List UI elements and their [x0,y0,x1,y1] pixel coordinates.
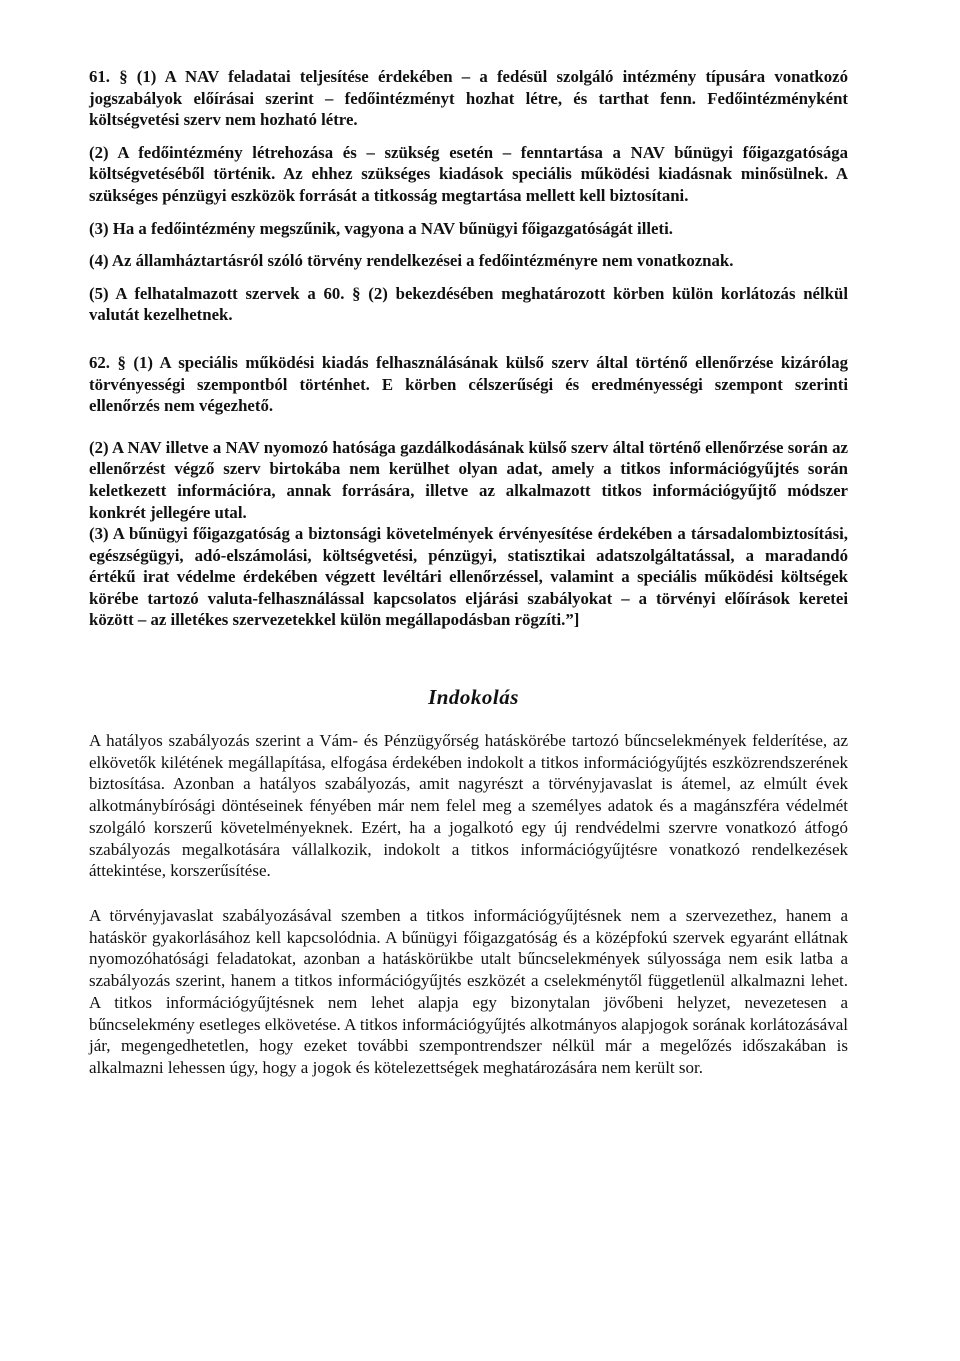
section-61-paragraph-2: (2) A fedőintézmény létrehozása és – szükség esetén – fenntartása a NAV bűnügyi főigazgatósága költségvetéséből történik. Az ehhez szükséges kiadások speciális működési kiadásnak minősülnek. A szükséges pénzügyi eszközök forrását a titkosság megtartása mellett kell biztosítani. [89,142,848,205]
section-61-paragraph-5: (5) A felhatalmazott szervek a 60. § (2) bekezdésében meghatározott körben külön korlátozás nélkül valutát kezelhetnek. [89,283,848,325]
section-61-paragraph-4: (4) Az államháztartásról szóló törvény rendelkezései a fedőintézményre nem vonatkoznak. [89,251,734,271]
section-62-paragraph-3: (3) A bűnügyi főigazgatóság a biztonsági követelmények érvényesítése érdekében a társadalombiztosítási, egészségügyi, adó-elszámolási, költségvetési, pénzügyi, statisztikai adatszolgáltatással, a maradandó értékű irat védelme érdekében végzett levéltári ellenőrzéssel, valamint a speciális működési költségek körébe tartozó valuta-felhasználással kapcsolatos eljárási szabályokat – a törvényi előírások keretei között – az illetékes szervezetekkel külön megállapodásban rögzíti.”] [89,524,848,630]
indokolas-title: Indokolás [428,685,519,710]
section-62-paragraph-2: (2) A NAV illetve a NAV nyomozó hatósága gazdálkodásának külső szerv által történő ellenőrzése során az ellenőrzést végző szerv birtokába nem kerülhet olyan adat, amely a titkos információgyűjtés során keletkezett információra, annak forrására, illetve az alkalmazott titkos információgyűjtő módszer konkrét jellegére utal. [89,437,848,522]
section-62-paragraph-1: 62. § (1) A speciális működési kiadás felhasználásának külső szerv által történő ellenőrzése kizárólag törvényességi szempontból történhet. E körben célszerűségi és eredményességi szempont szerinti ellenőrzés nem végezhető. [89,352,848,416]
section-61-paragraph-3: (3) Ha a fedőintézmény megszűnik, vagyona a NAV bűnügyi főigazgatóságát illeti. [89,218,673,238]
section-62 [89,352,848,631]
section-61-paragraph-1: 61. § (1) A NAV feladatai teljesítése érdekében – a fedésül szolgáló intézmény típusára vonatkozó jogszabályok előírásai szerint – fedőintézményt hozhat létre, és tarthat fenn. Fedőintézményként költségvetési szerv nem hozható létre. [89,67,848,130]
indokolas-paragraph-2: A törvényjavaslat szabályozásával szemben a titkos információgyűjtésnek nem a szervezethez, hanem a hatáskör gyakorlásához kell kapcsolódnia. A bűnügyi főigazgatóság és a középfokú szervek egyaránt ellátnak nyomozóhatósági feladatokat, azonban a hatáskörükbe utalt bűncselekmények súlyossága nem esik latba a szabályozás szerint, hanem a titkos információgyűjtés eszközét a cselekménytől függetlenül alkalmazni lehet. A titkos információgyűjtésnek nem lehet alapja egy bizonytalan jövőbeni helyzet, nevezetesen a bűncselekmény esetleges elkövetése. A titkos információgyűjtés alkotmányos alapjogok sorának korlátozásával jár, megengedhetetlen, hogy ezeket további szempontrendszer nélkül már a megelőzés időszakában is alkalmazni lehessen úgy, hogy a jogok és kötelezettségek meghatározására nem került sor. [89,905,848,1077]
indokolas-paragraph-1: A hatályos szabályozás szerint a Vám- és Pénzügyőrség hatáskörébe tartozó bűncselekmények felderítése, az elkövetők kilétének megállapítása, elfogása érdekében indokolt a titkos információgyűjtés eszközrendszerének biztosítása. Azonban a hatályos szabályozás, amit nagyrészt a törvényjavaslat is átemel, az elmúlt évek alkotmánybírósági döntéseinek fényében már nem felel meg a személyes adatok és a magánszféra védelmét szolgáló korszerű követelményeknek. Ezért, ha a jogalkotó egy új rendvédelmi szervre vonatkozó átfogó szabályozás megalkotására vállalkozik, indokolt a titkos információgyűjtésre vonatkozó rendelkezések áttekintése, korszerűsítése. [89,731,848,881]
section-61 [89,66,848,326]
